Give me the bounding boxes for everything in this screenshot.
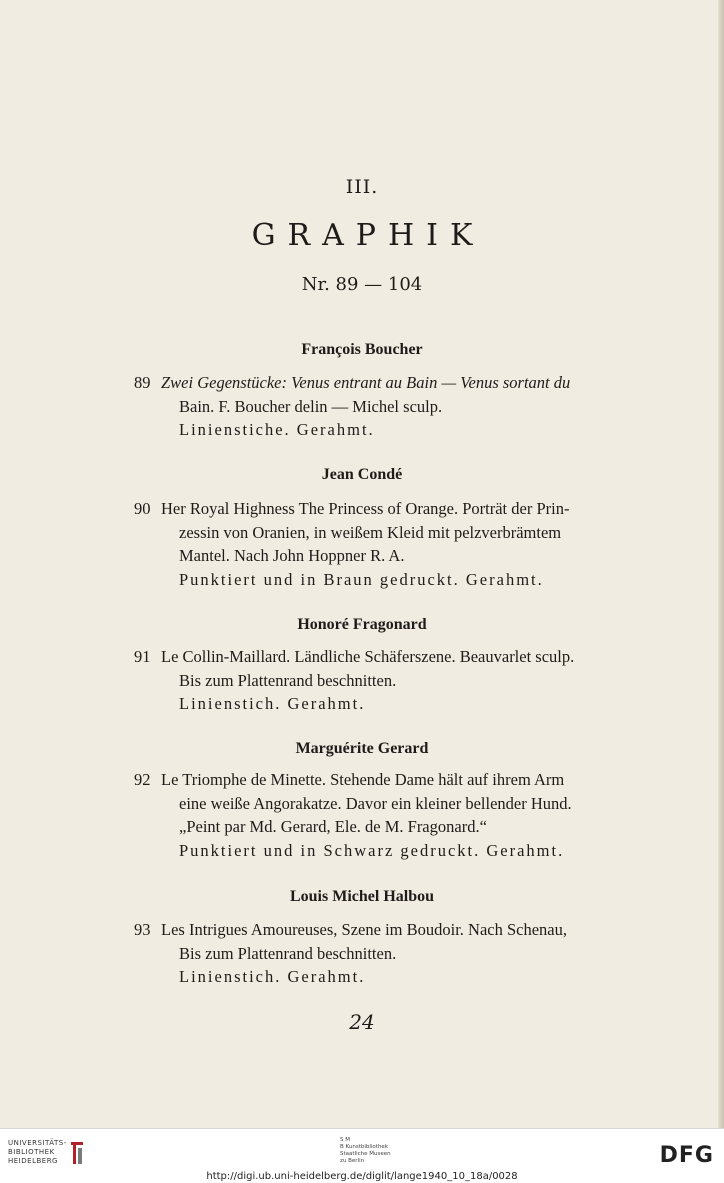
entry-line: 92 Le Triomphe de Minette. Stehende Dame hält auf ihrem Arm [134, 768, 674, 792]
university-seal-icon [68, 1139, 86, 1167]
museum-logo[interactable]: S M B Kunstbibliothek Staatliche Museen zu Berlin [340, 1137, 391, 1164]
entry-line: Punktiert und in Schwarz gedruckt. Gerahmt. [179, 840, 565, 860]
entry-line: Linienstich. Gerahmt. [179, 967, 366, 986]
entry-line: Bain. F. Boucher delin — Michel sculp. [179, 396, 443, 416]
artist-heading: Marguérite Gerard [295, 740, 429, 757]
section-title: GRAPHIK [251, 218, 485, 253]
catalog-range: Nr. 89 — 104 [301, 274, 423, 295]
entry-line: Linienstich. Gerahmt. [179, 694, 366, 713]
catalog-entry-90 [134, 497, 674, 591]
entry-line: eine weiße Angorakatze. Davor ein kleiner bellender Hund. [179, 793, 572, 813]
entry-number: 92 [134, 770, 151, 789]
entry-number: 89 [134, 373, 151, 392]
artist-heading: Louis Michel Halbou [289, 888, 435, 905]
permalink-url[interactable]: http://digi.ub.uni-heidelberg.de/diglit/lange1940_10_18a/0028 [206, 1171, 518, 1182]
page-number: 24 [349, 1010, 375, 1034]
entry-line: Punktiert und in Braun gedruckt. Gerahmt. [179, 569, 544, 589]
viewer-footer [0, 1128, 724, 1183]
page-edge [718, 0, 724, 1128]
entry-line: 89 Zwei Gegenstücke: Venus entrant au Bain — Venus sortant du [134, 371, 674, 395]
entry-line: Bis zum Plattenrand beschnitten. [179, 943, 397, 963]
university-logo[interactable]: UNIVERSITÄTS- BIBLIOTHEK HEIDELBERG [8, 1139, 67, 1165]
entry-line: Bis zum Plattenrand beschnitten. [179, 670, 397, 690]
catalog-entry-91 [134, 645, 674, 716]
section-number: III. [345, 176, 379, 198]
artist-heading: Honoré Fragonard [297, 616, 427, 633]
catalog-entry-93 [134, 918, 674, 989]
entry-line: 93 Les Intrigues Amoureuses, Szene im Boudoir. Nach Schenau, [134, 918, 674, 942]
entry-number: 93 [134, 920, 151, 939]
entry-line: „Peint par Md. Gerard, Ele. de M. Fragonard.“ [179, 817, 487, 836]
artist-heading: François Boucher [301, 341, 423, 358]
entry-number: 91 [134, 647, 151, 666]
entry-line: zessin von Oranien, in weißem Kleid mit pelzverbrämtem [179, 522, 562, 542]
dfg-logo[interactable]: DFG [659, 1143, 714, 1168]
entry-line: 91 Le Collin-Maillard. Ländliche Schäferszene. Beauvarlet sculp. [134, 645, 674, 669]
catalog-entry-92 [134, 768, 674, 862]
catalog-entry-89 [134, 371, 674, 442]
entry-line: Mantel. Nach John Hoppner R. A. [179, 546, 405, 565]
artist-heading: Jean Condé [321, 466, 403, 483]
entry-line: Linienstiche. Gerahmt. [179, 420, 375, 439]
entry-line: 90 Her Royal Highness The Princess of Orange. Porträt der Prin- [134, 497, 674, 521]
entry-number: 90 [134, 499, 151, 518]
